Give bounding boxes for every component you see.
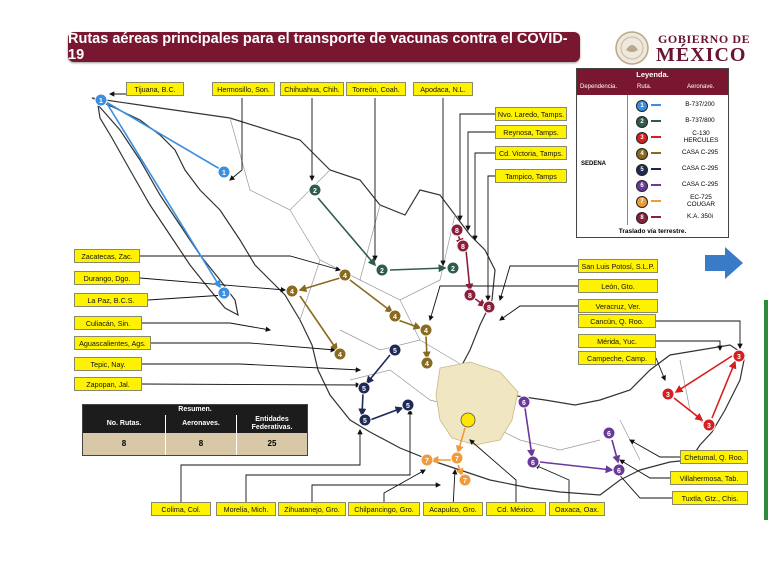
route-4-marker-slp bbox=[421, 357, 433, 369]
legend-row-6: 6 CASA C-295 bbox=[629, 178, 729, 192]
route-4-marker-zacatecas bbox=[339, 269, 351, 281]
label-cancun: Cancún, Q. Roo. bbox=[578, 314, 656, 328]
summary-routes-value: 8 bbox=[83, 433, 165, 455]
svg-text:2: 2 bbox=[313, 188, 317, 195]
route-4-marker-aguascalientes bbox=[389, 310, 401, 322]
route-6-marker-villahermosa bbox=[603, 427, 615, 439]
route-5-marker-morelia bbox=[359, 414, 371, 426]
route-6-marker-oaxaca bbox=[527, 456, 539, 468]
legend-col-route: Ruta. bbox=[637, 84, 652, 90]
label-tampico: Tampico, Tamps bbox=[495, 169, 567, 183]
summary-entities-value: 25 bbox=[237, 433, 307, 455]
next-arrow-icon[interactable] bbox=[705, 247, 743, 279]
route-4-marker-durango bbox=[286, 285, 298, 297]
label-chilpancingo: Chilpancingo, Gro. bbox=[348, 502, 420, 516]
legend-row-1: 1 B-737/200 bbox=[629, 98, 729, 112]
route-6-marker-veracruz bbox=[518, 396, 530, 408]
svg-text:4: 4 bbox=[338, 352, 342, 359]
summary-title: Resumen. bbox=[83, 405, 307, 415]
svg-text:3: 3 bbox=[666, 392, 670, 399]
summary-col-routes: No. Rutas. bbox=[83, 415, 165, 433]
legend-panel bbox=[576, 68, 729, 238]
label-chetumal: Chetumal, Q. Roo. bbox=[680, 450, 748, 464]
svg-text:6: 6 bbox=[531, 460, 535, 467]
route-3-marker-merida bbox=[733, 350, 745, 362]
route-8-marker-victoria bbox=[464, 289, 476, 301]
svg-text:3: 3 bbox=[707, 423, 711, 430]
svg-text:5: 5 bbox=[363, 418, 367, 425]
label-villahermosa: Villahermosa, Tab. bbox=[670, 471, 748, 485]
label-aguascalientes: Aguascalientes, Ags. bbox=[74, 336, 151, 350]
route-2-marker-chihuahua bbox=[309, 184, 321, 196]
svg-text:8: 8 bbox=[487, 305, 491, 312]
route-3-marker-campeche bbox=[662, 388, 674, 400]
svg-text:4: 4 bbox=[290, 289, 294, 296]
route-2-marker-torreon bbox=[376, 264, 388, 276]
svg-text:8: 8 bbox=[468, 293, 472, 300]
label-nvo-laredo: Nvo. Laredo, Tamps. bbox=[495, 107, 567, 121]
svg-text:7: 7 bbox=[425, 458, 429, 465]
label-lapaz: La Paz, B.C.S. bbox=[74, 293, 148, 307]
label-zihuatanejo: Zihuatanejo, Gro. bbox=[278, 502, 346, 516]
logo-line2: MÉXICO bbox=[656, 44, 747, 66]
route-8-marker-reynosa bbox=[457, 240, 469, 252]
svg-text:8: 8 bbox=[455, 228, 459, 235]
legend-columns bbox=[577, 81, 728, 95]
route-1-marker-hermosillo bbox=[218, 166, 230, 178]
label-acapulco: Acapulco, Gro. bbox=[423, 502, 483, 516]
svg-text:8: 8 bbox=[461, 244, 465, 251]
legend-row-5: 5 CASA C-295 bbox=[629, 162, 729, 176]
cdmx-hub-icon bbox=[461, 413, 475, 427]
route-7-marker-chilpancingo bbox=[451, 452, 463, 464]
logo-line1: GOBIERNO DE bbox=[658, 32, 751, 46]
route-6-marker-tuxtla bbox=[613, 464, 625, 476]
summary-table bbox=[82, 404, 308, 456]
legend-dependency: SEDENA bbox=[581, 161, 607, 167]
label-merida: Mérida, Yuc. bbox=[578, 334, 656, 348]
label-hermosillo: Hermosillo, Son. bbox=[212, 82, 275, 96]
svg-text:6: 6 bbox=[617, 468, 621, 475]
summary-col-entities: Entidades Federativas. bbox=[237, 415, 307, 433]
svg-text:1: 1 bbox=[222, 170, 226, 177]
label-cdmx: Cd. México. bbox=[486, 502, 546, 516]
svg-text:7: 7 bbox=[455, 456, 459, 463]
label-victoria: Cd. Victoria, Tamps. bbox=[495, 146, 567, 160]
legend-col-aircraft: Aeronave. bbox=[687, 84, 715, 90]
summary-aircraft-value: 8 bbox=[166, 433, 236, 455]
label-campeche: Campeche, Camp. bbox=[578, 351, 656, 365]
label-chihuahua: Chihuahua, Chih. bbox=[280, 82, 344, 96]
side-strip bbox=[764, 300, 768, 520]
svg-text:1: 1 bbox=[222, 291, 226, 298]
svg-text:3: 3 bbox=[737, 354, 741, 361]
legend-row-8: 8 K.A. 350i bbox=[629, 210, 729, 224]
label-slp: San Luis Potosí, S.L.P. bbox=[578, 259, 658, 273]
legend-row-2: 2 B-737/800 bbox=[629, 114, 729, 128]
label-tuxtla: Tuxtla, Gtz., Chis. bbox=[672, 491, 748, 505]
route-3-marker-chetumal bbox=[703, 419, 715, 431]
route-1-marker-lapaz bbox=[218, 287, 230, 299]
label-zapopan: Zapopan, Jal. bbox=[74, 377, 142, 391]
legend-col-dependency: Dependencia. bbox=[580, 84, 618, 90]
route-5-marker-zihuatanejo bbox=[402, 399, 414, 411]
svg-text:4: 4 bbox=[424, 328, 428, 335]
svg-text:6: 6 bbox=[607, 431, 611, 438]
label-veracruz: Veracruz, Ver. bbox=[578, 299, 658, 313]
svg-text:5: 5 bbox=[393, 348, 397, 355]
label-tijuana: Tijuana, B.C. bbox=[126, 82, 184, 96]
label-durango: Durango, Dgo. bbox=[74, 271, 140, 285]
svg-text:2: 2 bbox=[451, 266, 455, 273]
route-1-marker-tijuana bbox=[95, 94, 107, 106]
route-4-marker-leon bbox=[420, 324, 432, 336]
route-8-marker-tampico bbox=[483, 301, 495, 313]
route-2-marker-apodaca bbox=[447, 262, 459, 274]
route-8-marker-nvo-laredo bbox=[451, 224, 463, 236]
route-7-marker-acapulco bbox=[421, 454, 433, 466]
label-apodaca: Apodaca, N.L. bbox=[413, 82, 473, 96]
svg-text:4: 4 bbox=[425, 361, 429, 368]
label-oaxaca: Oaxaca, Oax. bbox=[549, 502, 605, 516]
route-5-marker-zapopan bbox=[389, 344, 401, 356]
route-5-marker-colima bbox=[358, 382, 370, 394]
legend-row-4: 4 CASA C-295 bbox=[629, 146, 729, 160]
svg-text:7: 7 bbox=[463, 478, 467, 485]
label-torreon: Torreón, Coah. bbox=[346, 82, 406, 96]
label-tepic: Tepic, Nay. bbox=[74, 357, 142, 371]
label-colima: Colima, Col. bbox=[151, 502, 211, 516]
label-leon: León, Gto. bbox=[578, 279, 658, 293]
route-4-marker-tepic bbox=[334, 348, 346, 360]
label-reynosa: Reynosa, Tamps. bbox=[495, 125, 567, 139]
svg-text:6: 6 bbox=[522, 400, 526, 407]
svg-text:1: 1 bbox=[99, 98, 103, 105]
route-7-marker-cdmx bbox=[459, 474, 471, 486]
svg-text:5: 5 bbox=[362, 386, 366, 393]
label-culiacan: Culiacán, Sin. bbox=[74, 316, 142, 330]
svg-text:2: 2 bbox=[380, 268, 384, 275]
label-morelia: Morelia, Mich. bbox=[216, 502, 276, 516]
label-zacatecas: Zacatecas, Zac. bbox=[74, 249, 140, 263]
summary-col-aircraft: Aeronaves. bbox=[166, 415, 236, 433]
svg-text:4: 4 bbox=[393, 314, 397, 321]
page-title: Rutas aéreas principales para el transporte de vacunas contra el COVID-19 bbox=[68, 32, 580, 62]
legend-title: Leyenda. bbox=[577, 69, 728, 81]
legend-row-7: 7 EC-725 COUGAR bbox=[629, 194, 729, 208]
legend-row-3: 3 C-130 HERCULES bbox=[629, 130, 729, 144]
svg-text:5: 5 bbox=[406, 403, 410, 410]
svg-text:4: 4 bbox=[343, 273, 347, 280]
legend-footer: Traslado vía terrestre. bbox=[618, 228, 687, 235]
